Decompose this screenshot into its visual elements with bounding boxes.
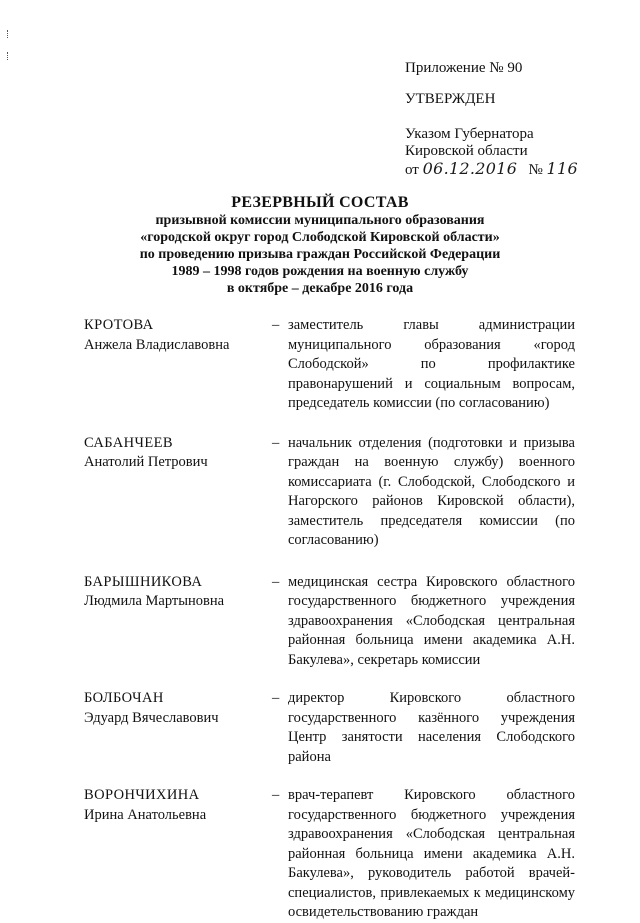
member-role: начальник отделения (подготовки и призыва граждан на военную службу) военного комиссариата (г. Слободской, Слободского и Нагорского районов Кировской области), заместитель председателя комиссии (по согласованию) (288, 434, 575, 548)
title-line: в октябре – декабре 2016 года (226, 281, 414, 296)
title-line: «городской округ город Слободской Кировской области» (140, 230, 500, 245)
member-name (84, 573, 272, 612)
member-surname: КРОТОВА (84, 317, 154, 333)
member-role: медицинская сестра Кировского областного государственного бюджетного учреждения здравоохранения «Слободская центральная районная больница имени академика А.Н. Бакулева», секретарь комиссии (288, 573, 575, 668)
number-label: № (528, 162, 543, 178)
member-dash: – (272, 690, 280, 706)
member-entry (84, 573, 584, 671)
member-entry (84, 434, 584, 551)
members-list (84, 316, 584, 923)
decree-line-1: Указом Губернатора (405, 126, 534, 142)
handwritten-date: 06.12.2016 (422, 159, 518, 178)
member-role: врач-терапевт Кировского областного государственного бюджетного учреждения здравоохранения «Слободская центральная районная больница имени академика А.Н. Бакулева», руководитель работой врачей-специалистов, привлекаемых к медицинскому освидетельствованию граждан (288, 787, 575, 920)
member-surname: БАРЫШНИКОВА (84, 573, 203, 590)
member-surname: ВОРОНЧИХИНА (84, 787, 200, 803)
decree-line-2: Кировской области (405, 143, 528, 159)
title-line: по проведению призыва граждан Российской Федерации (139, 247, 501, 262)
decree-date-line (405, 160, 605, 179)
member-name (84, 786, 272, 825)
member-entry (84, 316, 584, 414)
member-name (84, 316, 272, 355)
member-entry (84, 689, 584, 767)
member-role: заместитель главы администрации муниципального образования «город Слободской» по профилактике правонарушений и социальным вопросам, председатель комиссии (по согласованию) (288, 317, 575, 411)
member-surname: БОЛБОЧАН (84, 690, 164, 706)
title-line: 1989 – 1998 годов рождения на военную службу (171, 264, 469, 279)
title-main: РЕЗЕРВНЫЙ СОСТАВ (231, 194, 409, 211)
member-entry (84, 786, 584, 923)
member-given-name: Эдуард Вячеславович (84, 709, 219, 726)
approved-label: УТВЕРЖДЕН (405, 91, 496, 107)
binding-mark (7, 30, 10, 38)
from-label: от (405, 162, 419, 178)
member-dash: – (272, 434, 280, 451)
member-name (84, 689, 272, 728)
member-given-name: Ирина Анатольевна (84, 806, 207, 823)
member-role: директор Кировского областного государственного казённого учреждения Центр занятости населения Слободского района (288, 690, 575, 765)
member-given-name: Анатолий Петрович (84, 454, 208, 470)
member-surname: САБАНЧЕЕВ (84, 434, 173, 451)
member-given-name: Людмила Мартыновна (84, 593, 225, 609)
member-dash: – (272, 317, 280, 333)
handwritten-number: 116 (546, 159, 578, 178)
member-name (84, 434, 272, 473)
member-given-name: Анжела Владиславовна (84, 336, 230, 353)
binding-mark (7, 52, 10, 60)
appendix-number: Приложение № 90 (405, 60, 523, 76)
document-title (60, 193, 580, 297)
approval-header (405, 60, 605, 179)
title-line: призывной комиссии муниципального образования (155, 213, 485, 228)
member-dash: – (272, 573, 280, 590)
member-dash: – (272, 787, 280, 803)
